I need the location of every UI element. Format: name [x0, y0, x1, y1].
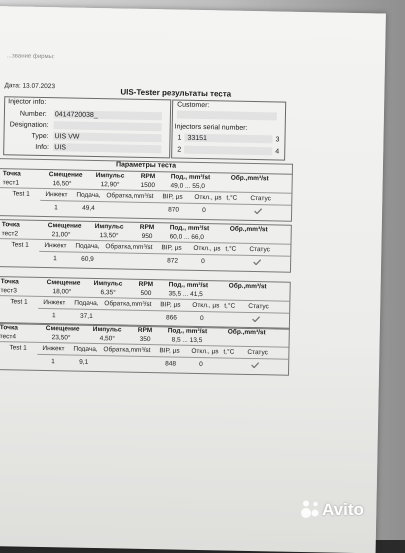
offset-header: Смещение [47, 222, 82, 230]
serial-2-index: 2 [177, 146, 182, 154]
feed-header: Подача, [73, 345, 98, 354]
designation-label: Designation: [9, 121, 49, 130]
number-value: 0414720038_ [54, 111, 98, 120]
offset-value: 18,00° [52, 288, 72, 296]
offset-header: Смещение [46, 279, 81, 287]
offset-value: 16,50° [52, 180, 72, 188]
serial-4-index: 4 [275, 148, 280, 156]
inject-value: 1 [54, 204, 58, 212]
offset-header: Смещение [48, 171, 83, 179]
avito-watermark-text: Avito [322, 500, 364, 519]
test1-label: Test 1 [11, 241, 29, 249]
bip-value: 872 [167, 257, 179, 265]
inject-header: Инжект [45, 191, 68, 199]
dev-value: 0 [201, 258, 205, 266]
bip-header: BIP, µs [159, 347, 180, 355]
supply-header: Под., mm³/st [168, 281, 209, 290]
test-name: тест3 [0, 287, 17, 295]
type-value: UIS VW [54, 133, 80, 141]
test-name: тест4 [0, 333, 17, 341]
range-value: 60,0 ... 66,0 [169, 233, 205, 242]
ret-flow-header: Обратка,mm³/st [106, 192, 154, 201]
serial-2-field [184, 146, 272, 156]
rpm-header: RPM [138, 280, 154, 289]
dev-header: Откл., µs [192, 301, 220, 310]
status-check-icon [251, 362, 259, 368]
serial-label: Injectors serial number: [174, 123, 248, 132]
point-header: Точка [2, 170, 21, 178]
pulse-value: 4,50° [99, 335, 115, 343]
supply-header: Под., mm³/st [170, 173, 211, 182]
test1-label: Test 1 [10, 298, 28, 306]
bip-value: 848 [165, 360, 177, 368]
report-title: UIS-Tester результаты теста [120, 87, 232, 99]
ret-flow-header: Обратка,mm³/st [105, 243, 153, 252]
params-title: Параметры теста [115, 161, 177, 170]
dev-header: Откл., µs [193, 244, 221, 253]
report-date: Дата: 13.07.2023 [4, 82, 56, 91]
status-check-icon [252, 316, 260, 322]
info-value: UIS [54, 144, 67, 152]
avito-dots-icon [300, 498, 322, 520]
feed-value: 49,4 [82, 204, 95, 212]
temp-header: t,°C [224, 302, 236, 310]
bip-value: 866 [165, 314, 177, 322]
serial-1-value: 33151 [187, 134, 208, 143]
range-value: 8,5 ... 13,5 [171, 336, 203, 345]
rpm-header: RPM [139, 223, 155, 232]
rpm-value: 1500 [140, 181, 156, 190]
ret-flow-header: Обратка,mm³/st [103, 346, 151, 355]
inject-value: 1 [51, 312, 56, 320]
status-header: Статус [249, 245, 270, 254]
point-header: Точка [1, 221, 20, 229]
offset-value: 21,00° [51, 231, 71, 239]
bip-value: 870 [168, 206, 180, 214]
dev-value: 0 [202, 207, 206, 215]
injector-info-label: Injector info: [8, 98, 47, 107]
rpm-header: RPM [137, 326, 153, 335]
dev-value: 0 [199, 315, 204, 323]
inject-header: Инжект [44, 242, 67, 250]
offset-header: Смещение [45, 325, 80, 333]
feed-value: 37,1 [79, 312, 93, 320]
temp-header: t,°C [223, 348, 235, 356]
rpm-value: 950 [141, 232, 153, 241]
pulse-value: 12,90° [100, 181, 120, 189]
return-header: Обр.,mm³/st [227, 328, 266, 337]
range-value: 49,0 ... 55,0 [170, 182, 205, 191]
dev-value: 0 [199, 361, 203, 369]
bip-header: BIP, µs [161, 244, 182, 252]
test-name: тест2 [1, 230, 19, 238]
serial-3-index: 3 [275, 136, 280, 144]
inject-header: Инжект [43, 299, 66, 307]
temp-header: t,°C [225, 245, 237, 253]
bip-header: BIP, µs [162, 193, 183, 201]
inject-header: Инжект [42, 344, 65, 353]
feed-header: Подача, [76, 191, 101, 200]
status-header: Статус [247, 348, 269, 357]
feed-header: Подача, [74, 299, 99, 308]
pulse-header: Импульс [94, 222, 124, 231]
firm-label: ...звание фирмы: [6, 53, 55, 61]
test-report-sheet [0, 6, 386, 553]
feed-header: Подача, [75, 242, 100, 251]
status-check-icon [254, 208, 262, 214]
rpm-value: 500 [140, 289, 152, 298]
pulse-header: Импульс [95, 171, 125, 180]
supply-header: Под., mm³/st [169, 224, 210, 233]
dev-header: Откл., µs [191, 347, 219, 356]
return-header: Обр.,mm³/st [228, 282, 267, 291]
inject-value: 1 [53, 255, 57, 263]
dev-header: Откл., µs [194, 193, 222, 202]
pulse-header: Импульс [93, 279, 123, 288]
bip-header: BIP, µs [160, 301, 181, 309]
status-header: Статус [248, 302, 269, 311]
test-name: тест1 [2, 179, 20, 187]
test1-label: Test 1 [9, 344, 27, 352]
feed-value: 60,9 [81, 255, 94, 263]
test1-label: Test 1 [12, 190, 30, 198]
type-label: Type: [31, 132, 49, 141]
status-header: Статус [250, 194, 271, 203]
temp-header: t,°C [226, 194, 238, 202]
offset-value: 23,50° [51, 334, 71, 342]
point-header: Точка [0, 324, 18, 332]
rpm-header: RPM [140, 172, 156, 181]
range-value: 35,5 ... 41,5 [168, 290, 203, 299]
customer-label: Customer: [177, 101, 210, 110]
pulse-header: Импульс [92, 325, 122, 334]
pulse-value: 13,50° [99, 232, 119, 240]
return-header: Обр.,mm³/st [229, 225, 268, 234]
status-check-icon [253, 259, 261, 265]
info-label: Info: [35, 143, 49, 152]
inject-value: 1 [51, 358, 55, 366]
return-header: Обр.,mm³/st [230, 174, 269, 183]
supply-header: Под., mm³/st [167, 327, 208, 336]
number-label: Number: [19, 110, 47, 119]
feed-value: 9,1 [79, 358, 89, 366]
pulse-value: 6,35° [100, 289, 116, 297]
point-header: Точка [0, 278, 19, 286]
rpm-value: 350 [139, 335, 151, 344]
ret-flow-header: Обратка,mm³/st [104, 300, 152, 309]
serial-1-index: 1 [177, 134, 182, 142]
